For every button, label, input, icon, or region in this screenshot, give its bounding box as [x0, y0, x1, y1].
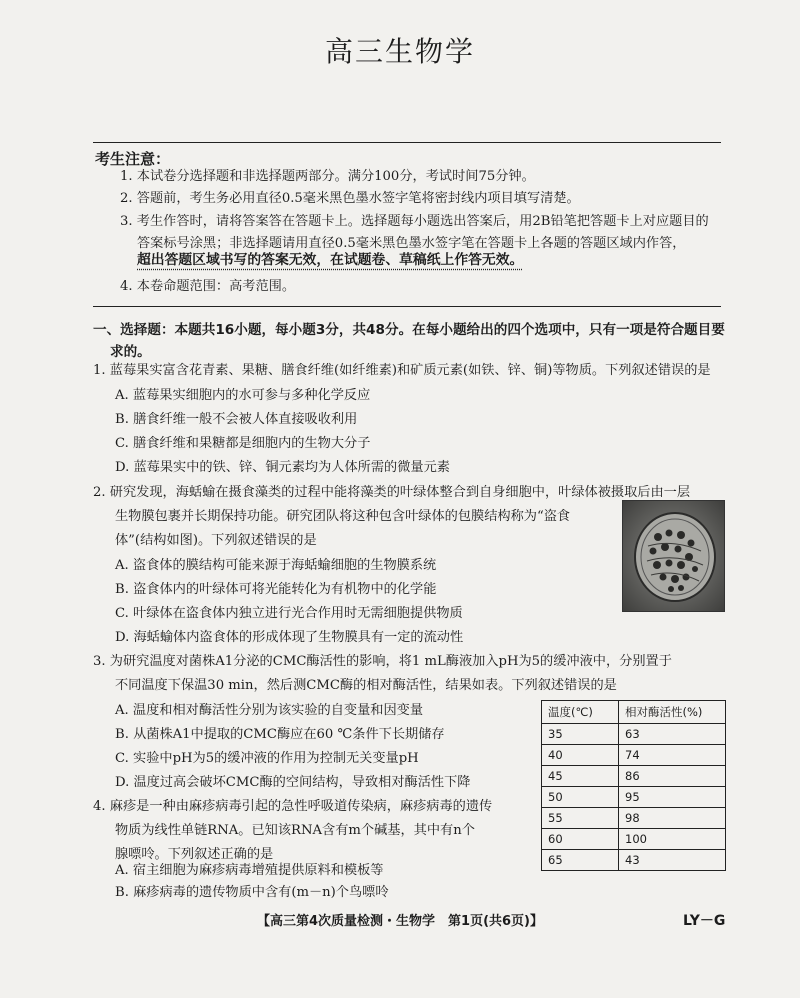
notice-item: 答案标号涂黑；非选择题请用直径0.5毫米黑色墨水签字笔在答题卡上各题的答题区域内作答， [137, 236, 686, 251]
table-row [542, 787, 726, 808]
activity-cell: 86 [619, 766, 726, 787]
question-4-option-b: B. 麻疹病毒的遗传物质中含有(m－n)个鸟嘌呤 [115, 885, 389, 900]
question-2-option-a: A. 盗食体的膜结构可能来源于海蛞蝓细胞的生物膜系统 [115, 558, 437, 573]
question-1-stem: 1. 蓝莓果实富含花青素、果糖、膳食纤维(如纤维素)和矿质元素(如铁、锌、铜)等物质。下列叙述错误的是 [93, 363, 711, 378]
section-heading: 一、选择题：本题共16小题，每小题3分，共48分。在每小题给出的四个选项中，只有一项是符合题目要 [93, 322, 725, 338]
question-4-option-a: A. 宿主细胞为麻疹病毒增殖提供原料和模板等 [115, 863, 384, 878]
kleptoplast-micrograph [622, 500, 725, 612]
column-header-activity: 相对酶活性(%) [619, 701, 726, 724]
table-row [542, 766, 726, 787]
column-header-temperature: 温度(℃) [542, 701, 619, 724]
question-2-option-b: B. 盗食体内的叶绿体可将光能转化为有机物中的化学能 [115, 582, 437, 597]
activity-cell: 98 [619, 808, 726, 829]
question-2-stem: 2. 研究发现，海蛞蝓在摄食藻类的过程中能将藻类的叶绿体整合到自身细胞中，叶绿体被摄取后由一层 [93, 485, 691, 500]
page-footer: 【高三第4次质量检测・生物学 第1页(共6页)】 [256, 914, 544, 929]
question-2-stem-cont: 生物膜包裹并长期保持功能。研究团队将这种包含叶绿体的包膜结构称为“盗食 [115, 509, 571, 524]
question-3-option-a: A. 温度和相对酶活性分别为该实验的自变量和因变量 [115, 703, 424, 718]
notice-item-emphasis: 超出答题区域书写的答案无效，在试题卷、草稿纸上作答无效。 [137, 252, 524, 268]
top-rule [93, 142, 721, 143]
bleed-through-text [410, 8, 422, 25]
question-2-option-d: D. 海蛞蝓体内盗食体的形成体现了生物膜具有一定的流动性 [115, 630, 464, 645]
table-row [542, 724, 726, 745]
question-1-option-b: B. 膳食纤维一般不会被人体直接吸收利用 [115, 412, 358, 427]
table-row [542, 745, 726, 766]
enzyme-activity-table [541, 700, 726, 871]
table-row [542, 850, 726, 871]
question-3-stem-cont: 不同温度下保温30 min，然后测CMC酶的相对酶活性，结果如表。下列叙述错误的是 [115, 678, 617, 693]
question-3-option-d: D. 温度过高会破坏CMC酶的空间结构，导致相对酶活性下降 [115, 775, 471, 790]
question-2-option-c: C. 叶绿体在盗食体内独立进行光合作用时无需细胞提供物质 [115, 606, 463, 621]
notice-bottom-rule [93, 306, 721, 307]
question-1-option-d: D. 蓝莓果实中的铁、锌、铜元素均为人体所需的微量元素 [115, 460, 450, 475]
temperature-cell: 50 [542, 787, 619, 808]
notice-item: 1. 本试卷分选择题和非选择题两部分。满分100分，考试时间75分钟。 [120, 169, 535, 184]
activity-cell: 100 [619, 829, 726, 850]
table-row [542, 808, 726, 829]
question-3-option-b: B. 从菌株A1中提取的CMC酶应在60 ℃条件下长期储存 [115, 727, 445, 742]
table-row [542, 829, 726, 850]
activity-cell: 74 [619, 745, 726, 766]
temperature-cell: 45 [542, 766, 619, 787]
question-1-option-c: C. 膳食纤维和果糖都是细胞内的生物大分子 [115, 436, 371, 451]
question-4-stem-cont: 物质为线性单链RNA。已知该RNA含有m个碱基，其中有n个 [115, 823, 475, 838]
exam-title: 高三生物学 [324, 35, 475, 68]
activity-cell: 63 [619, 724, 726, 745]
question-4-stem-cont: 腺嘌呤。下列叙述正确的是 [115, 847, 274, 862]
activity-cell: 95 [619, 787, 726, 808]
activity-cell: 43 [619, 850, 726, 871]
question-2-stem-cont: 体”(结构如图)。下列叙述错误的是 [115, 533, 317, 548]
question-3-stem: 3. 为研究温度对菌株A1分泌的CMC酶活性的影响，将1 mL酶液加入pH为5的缓冲液中，分别置于 [93, 654, 672, 669]
temperature-cell: 60 [542, 829, 619, 850]
notice-heading: 考生注意： [95, 150, 171, 168]
notice-item: 3. 考生作答时，请将答案答在答题卡上。选择题每小题选出答案后，用2B铅笔把答题卡上对应题目的 [120, 214, 709, 229]
temperature-cell: 55 [542, 808, 619, 829]
temperature-cell: 35 [542, 724, 619, 745]
temperature-cell: 65 [542, 850, 619, 871]
question-3-option-c: C. 实验中pH为5的缓冲液的作用为控制无关变量pH [115, 751, 419, 766]
notice-item: 4. 本卷命题范围：高考范围。 [120, 279, 296, 294]
table-header-row [542, 701, 726, 724]
temperature-cell: 40 [542, 745, 619, 766]
section-heading-cont: 求的。 [110, 344, 151, 360]
notice-item: 2. 答题前，考生务必用直径0.5毫米黑色墨水签字笔将密封线内项目填写清楚。 [120, 191, 580, 206]
question-4-stem: 4. 麻疹是一种由麻疹病毒引起的急性呼吸道传染病，麻疹病毒的遗传 [93, 799, 493, 814]
question-1-option-a: A. 蓝莓果实细胞内的水可参与多种化学反应 [115, 388, 371, 403]
paper-code: LY－G [683, 913, 726, 929]
